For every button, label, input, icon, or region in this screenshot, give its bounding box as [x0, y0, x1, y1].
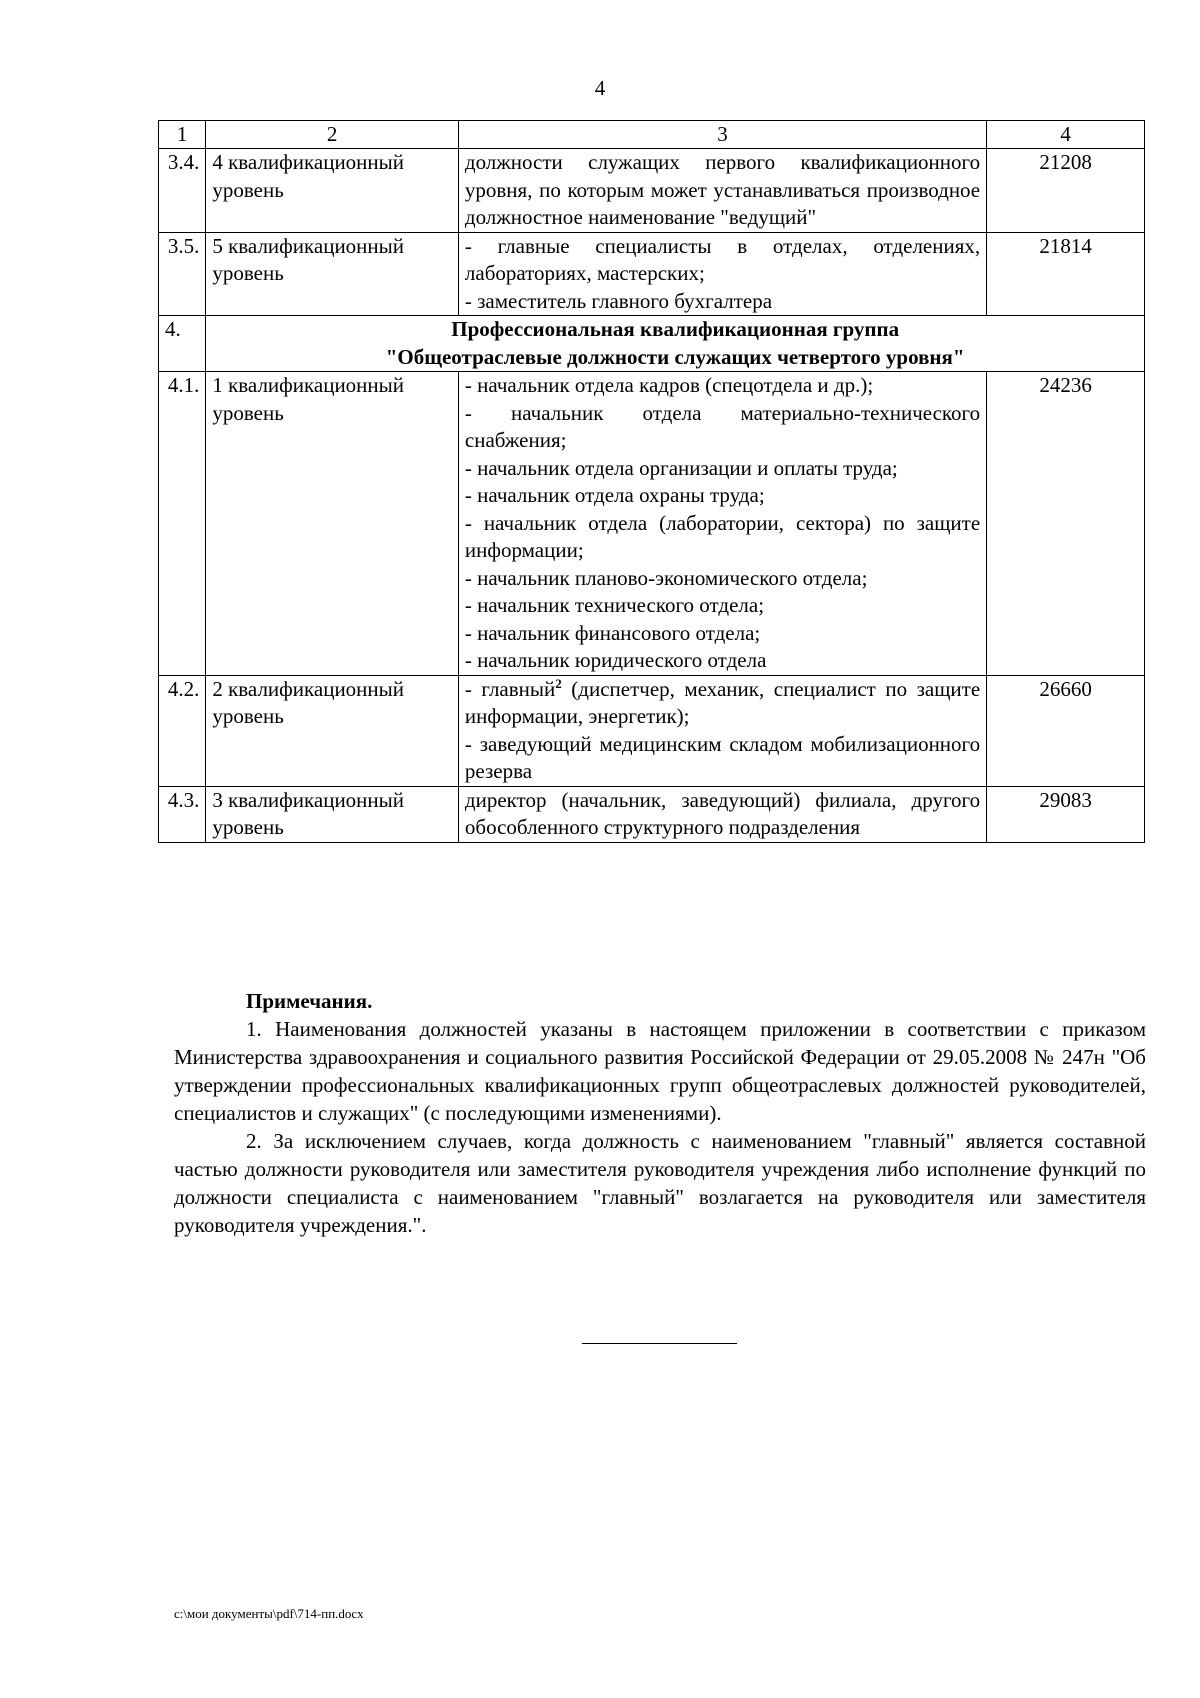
salary-value: 21814: [987, 232, 1145, 316]
header-cell-4: 4: [987, 121, 1145, 149]
position-rest: (диспетчер, механик, специалист по защите информации, энергетик);: [464, 676, 981, 728]
position-list: [458, 149, 986, 233]
table-row: [159, 372, 1145, 676]
salary-value: 21208: [987, 149, 1145, 233]
qualification-level: 1 квалификационный уровень: [206, 372, 459, 676]
salary-value: 24236: [987, 372, 1145, 676]
header-cell-2: 2: [206, 121, 459, 149]
row-number: 4.1.: [159, 372, 206, 676]
group-title-line-2: "Общеотраслевые должности служащих четвертого уровня": [385, 344, 965, 369]
header-cell-3: 3: [458, 121, 986, 149]
position-list: [458, 675, 986, 786]
position-prefix: - главный: [464, 676, 556, 701]
page-number: 4: [594, 76, 606, 100]
position-item: - начальник технического отдела;: [464, 593, 765, 617]
qualification-table: [158, 120, 1145, 843]
qualification-level: 3 квалификационный уровень: [206, 786, 459, 842]
salary-value: 29083: [987, 786, 1145, 842]
position-item: - начальник планово-экономического отдела;: [464, 565, 868, 590]
position-item: должности служащих первого квалификационного уровня, по которым может устанавливаться производное должностное наименование "ведущий": [464, 150, 981, 229]
note-item: 1. Наименования должностей указаны в настоящем приложении в соответствии с приказом Министерства здравоохранения и социального развития Российской Федерации от 29.05.2008 № 247н "Об утверждении профессиональных квалификационных групп общеотраслевых должностей руководителей, специалистов и служащих" (с последующими изменениями).: [174, 1017, 1146, 1125]
end-divider: [582, 1343, 737, 1344]
row-number: 3.5.: [159, 232, 206, 316]
position-list: [458, 232, 986, 316]
table-header-row: [159, 121, 1145, 149]
position-item: - начальник отдела охраны труда;: [464, 483, 765, 507]
group-title-row: [159, 316, 1145, 372]
position-item: - главные специалисты в отделах, отделениях, лабораториях, мастерских;: [464, 233, 981, 285]
row-number: 4.3.: [159, 786, 206, 842]
position-item: - начальник отдела кадров (спецотдела и др.);: [464, 373, 874, 397]
position-item: - заведующий медицинским складом мобилизационного резерва: [464, 731, 981, 783]
table-row: [159, 786, 1145, 842]
qualification-level: 5 квалификационный уровень: [206, 232, 459, 316]
row-number: 4.2.: [159, 675, 206, 786]
position-item: - начальник отдела материально-технического снабжения;: [464, 400, 981, 452]
salary-value: 26660: [987, 675, 1145, 786]
qualification-level: 4 квалификационный уровень: [206, 149, 459, 233]
position-item: - заместитель главного бухгалтера: [464, 288, 773, 313]
position-item: - начальник отдела (лаборатории, сектора) по защите информации;: [464, 510, 981, 562]
footer-file-path: c:\мои документы\pdf\714-пп.docx: [174, 1606, 364, 1621]
qualification-level: 2 квалификационный уровень: [206, 675, 459, 786]
row-number: 4.: [159, 316, 206, 372]
group-title-line-1: Профессиональная квалификационная группа: [451, 317, 900, 341]
note-item: 2. За исключением случаев, когда должность с наименованием "главный" является составной частью должности руководителя или заместителя руководителя учреждения либо исполнение функций по должности специалиста с наименованием "главный" возлагается на руководителя или заместителя руководителя учреждения.".: [174, 1129, 1146, 1237]
position-item: директор (начальник, заведующий) филиала, другого обособленного структурного подразделения: [464, 787, 981, 839]
group-title: [206, 316, 1145, 372]
position-item: [465, 676, 980, 731]
notes-section: [174, 987, 1146, 1239]
header-cell-1: 1: [159, 121, 206, 149]
footnote-marker: 2: [555, 675, 562, 691]
table-row: [159, 149, 1145, 233]
position-item: - начальник отдела организации и оплаты труда;: [464, 455, 898, 480]
table-row: [159, 675, 1145, 786]
position-list: [458, 786, 986, 842]
position-item: - начальник юридического отдела: [464, 648, 767, 672]
table-row: [159, 232, 1145, 316]
position-item: - начальник финансового отдела;: [464, 620, 761, 645]
row-number: 3.4.: [159, 149, 206, 233]
notes-title: Примечания.: [246, 989, 373, 1013]
position-list: [458, 372, 986, 676]
